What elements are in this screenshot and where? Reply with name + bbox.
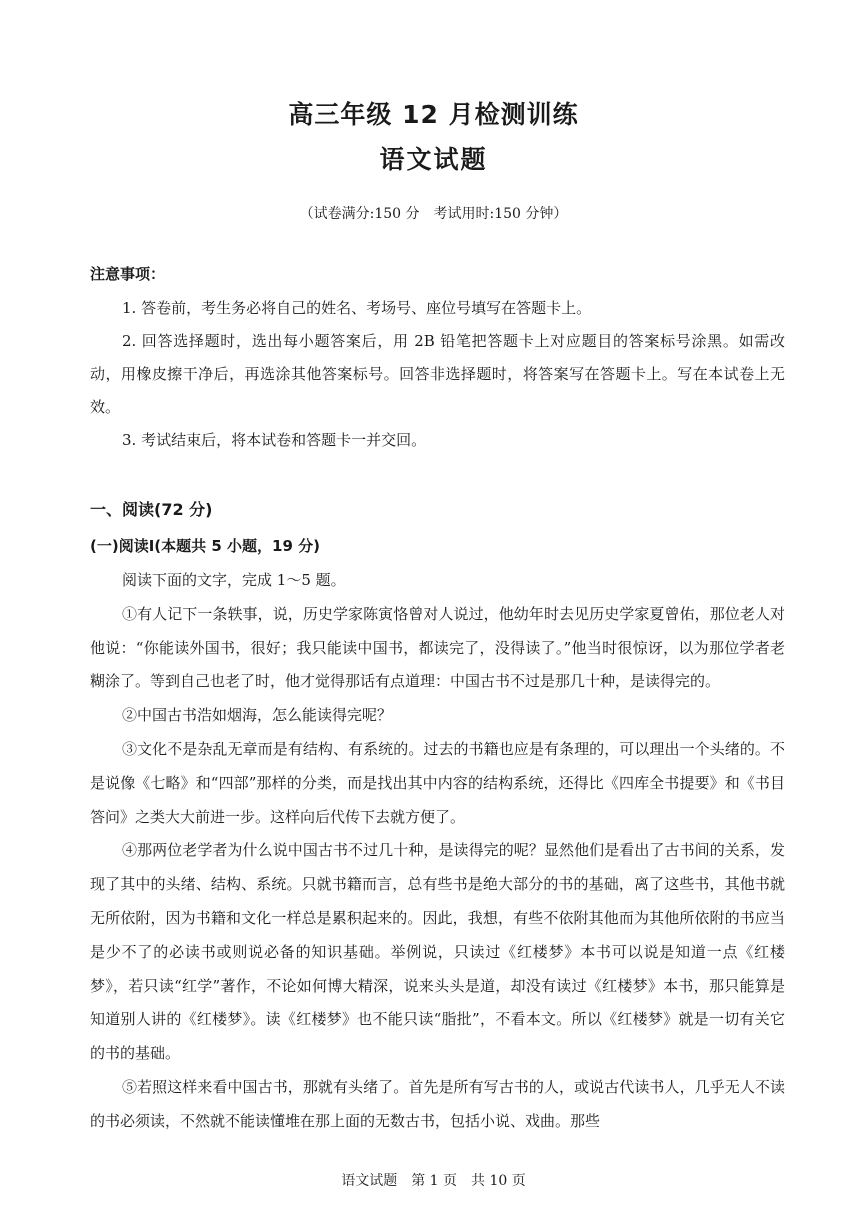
passage-paragraph: ③文化不是杂乱无章而是有结构、有系统的。过去的书籍也应是有条理的，可以理出一个头绪的。不是说像《七略》和“四部”那样的分类，而是找出其中内容的结构系统，还得比《四库全书提要》和《书目答问》之类大大前进一步。这样向后代传下去就方便了。 [90, 739, 785, 826]
passage-paragraph: ④那两位老学者为什么说中国古书不过几十种，是读得完的呢？显然他们是看出了古书间的关系，发现了其中的头绪、结构、系统。只就书籍而言，总有些书是绝大部分的书的基础，离了这些书，其他书就无所依附，因为书籍和文化一样总是累积起来的。因此，我想，有些不依附其他而为其他所依附的书应当是少不了的必读书或则说必备的知识基础。举例说，只读过《红楼梦》本书可以说是知道一点《红楼梦》，若只读“红学”著作，不论如何博大精深，说来头头是道，却没有读过《红楼梦》本书，那只能算是知道别人讲的《红楼梦》。读《红楼梦》也不能只读“脂批”，不看本文。所以《红楼梦》就是一切有关它的书的基础。 [90, 841, 785, 1063]
passage-paragraph: ①有人记下一条轶事，说，历史学家陈寅恪曾对人说过，他幼年时去见历史学家夏曾佑，那位老人对他说：“你能读外国书，很好；我只能读中国书，都读完了，没得读了。”他当时很惊讶，以为那位学者老糊涂了。等到自己也老了时，他才觉得那话有点道理：中国古书不过是那几十种，是读得完的。 [90, 604, 785, 691]
notice-heading: 注意事项： [90, 265, 166, 283]
notice-item: 3. 考试结束后，将本试卷和答题卡一并交回。 [122, 431, 427, 449]
passage-instruction: 阅读下面的文字，完成 1～5 题。 [122, 571, 346, 589]
sub-section-heading: (一)阅读Ⅰ(本题共 5 小题，19 分) [90, 537, 320, 555]
section-heading: 一、阅读(72 分) [90, 500, 213, 519]
exam-meta-info: （试卷满分:150 分 考试用时:150 分钟） [299, 206, 568, 222]
notice-item: 2. 回答选择题时，选出每小题答案后，用 2B 铅笔把答题卡上对应题目的答案标号涂黑。如需改动，用橡皮擦干净后，再选涂其他答案标号。回答非选择题时，将答案写在答题卡上。写在本试卷上无效。 [90, 332, 785, 416]
reading-passage [90, 564, 785, 1139]
page-footer: 语文试题 第 1 页 共 10 页 [341, 1173, 526, 1189]
passage-paragraph: ⑤若照这样来看中国古书，那就有头绪了。首先是所有写古书的人，或说古代读书人，几乎无人不读的书必须读，不然就不能读懂堆在那上面的无数古书，包括小说、戏曲。那些 [90, 1077, 785, 1130]
exam-subject-title: 语文试题 [379, 145, 488, 174]
exam-title: 高三年级 12 月检测训练 [288, 100, 579, 129]
notice-item: 1. 答卷前，考生务必将自己的姓名、考场号、座位号填写在答题卡上。 [122, 299, 592, 317]
passage-paragraph: ②中国古书浩如烟海，怎么能读得完呢？ [122, 706, 393, 725]
